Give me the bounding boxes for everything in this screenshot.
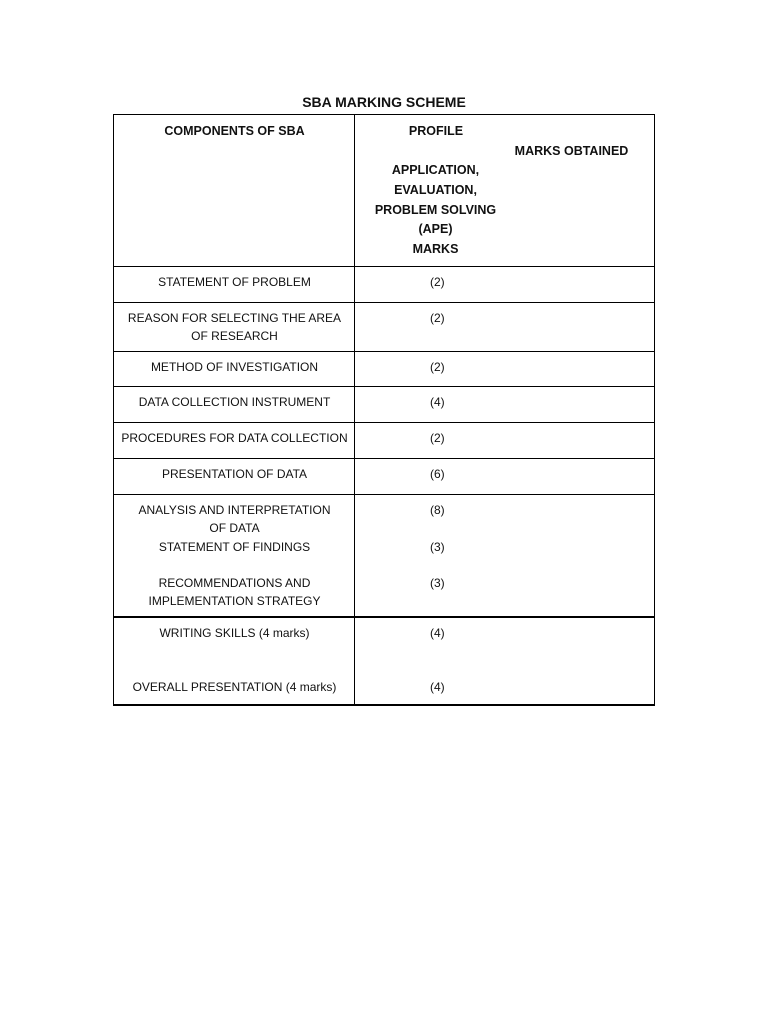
table-row [114, 387, 654, 423]
findings-mark: (3) [430, 540, 445, 554]
analysis-line-2: OF DATA [209, 521, 260, 535]
writing-skills-mark: (4) [430, 626, 445, 640]
header-ape-line-1: APPLICATION, [391, 163, 480, 177]
table-row-group-writing [114, 618, 654, 704]
row-component: STATEMENT OF PROBLEM [158, 275, 311, 289]
row-component-line-1: REASON FOR SELECTING THE AREA [127, 311, 342, 325]
row-component: PROCEDURES FOR DATA COLLECTION [121, 431, 348, 445]
row-component: DATA COLLECTION INSTRUMENT [138, 395, 331, 409]
marking-scheme-table [113, 114, 655, 706]
recommendations-mark: (3) [430, 576, 445, 590]
table-row [114, 267, 654, 303]
row-component: METHOD OF INVESTIGATION [150, 360, 319, 374]
table-row [114, 303, 654, 352]
table-row [114, 459, 654, 495]
header-ape-line-5: MARKS [412, 242, 459, 256]
row-component-line-2: OF RESEARCH [191, 329, 278, 343]
row-mark: (6) [430, 467, 445, 481]
table-row-group-analysis [114, 495, 654, 618]
header-components-label: COMPONENTS OF SBA [164, 124, 305, 138]
header-marks-obtained-label: MARKS OBTAINED [514, 144, 629, 158]
table-header-row [114, 115, 654, 267]
findings-label: STATEMENT OF FINDINGS [158, 540, 311, 554]
recommendations-line-2: IMPLEMENTATION STRATEGY [148, 594, 321, 608]
header-ape-line-4: (APE) [418, 222, 453, 236]
header-cell-components [114, 115, 355, 266]
table-row [114, 423, 654, 459]
row-mark: (2) [430, 360, 445, 374]
row-mark: (4) [430, 395, 445, 409]
row-mark: (2) [430, 311, 445, 325]
row-component: PRESENTATION OF DATA [161, 467, 308, 481]
row-mark: (2) [430, 431, 445, 445]
table-row [114, 352, 654, 387]
header-profile-label: PROFILE [408, 124, 464, 138]
header-ape-line-3: PROBLEM SOLVING [374, 203, 497, 217]
page-title: SBA MARKING SCHEME [302, 94, 466, 110]
header-ape-line-2: EVALUATION, [394, 183, 477, 197]
analysis-mark: (8) [430, 503, 445, 517]
overall-presentation-mark: (4) [430, 680, 445, 694]
writing-skills-label: WRITING SKILLS (4 marks) [159, 626, 310, 640]
overall-presentation-label: OVERALL PRESENTATION (4 marks) [132, 680, 337, 694]
row-mark: (2) [430, 275, 445, 289]
analysis-line-1: ANALYSIS AND INTERPRETATION [138, 503, 331, 517]
recommendations-line-1: RECOMMENDATIONS AND [158, 576, 311, 590]
